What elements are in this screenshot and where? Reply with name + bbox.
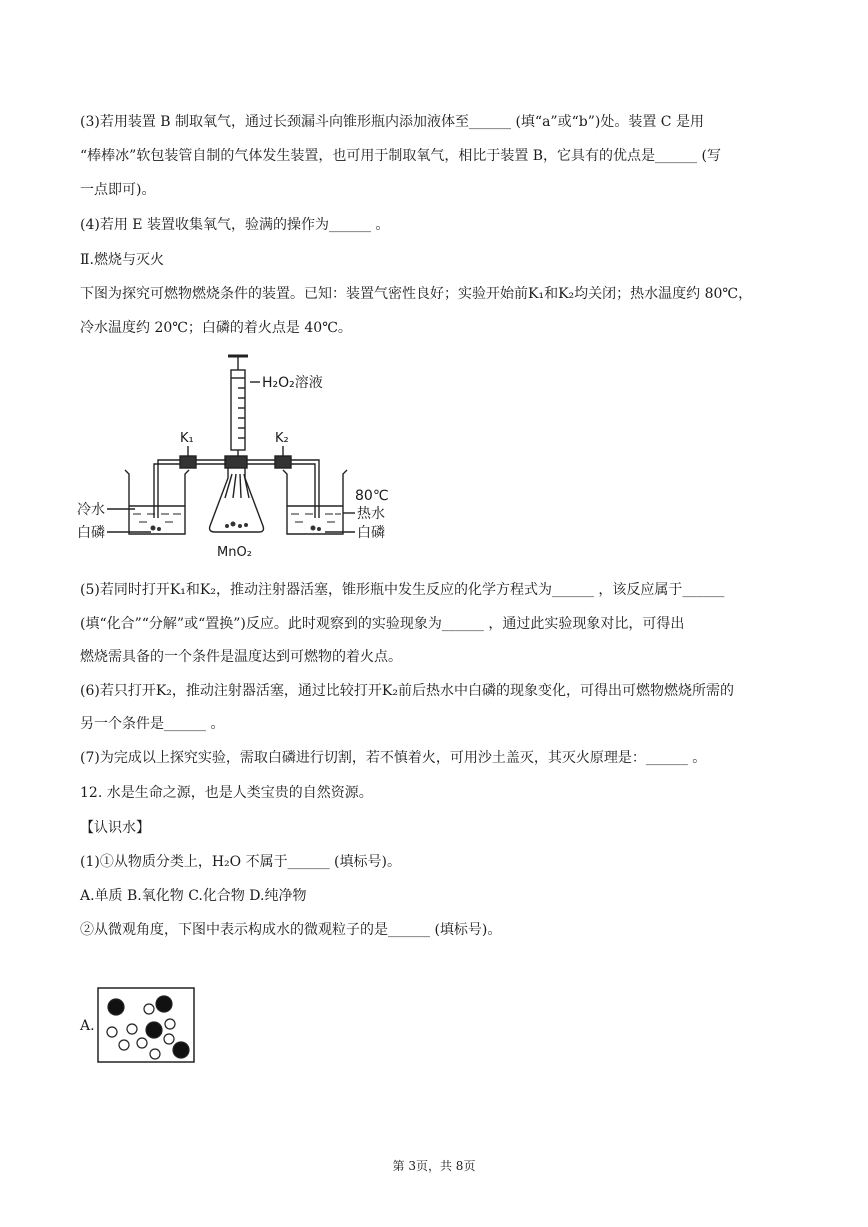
- q12-heading: 12. 水是生命之源，也是人类宝贵的自然资源。: [80, 785, 373, 801]
- cold-water-label: 冷水: [77, 502, 105, 518]
- q3-line-1: (3)若用装置 B 制取氧气，通过长颈漏斗向锥形瓶内添加液体至______ (填“a”或“b”)处。装置 C 是用: [80, 114, 704, 130]
- q7-text: (7)为完成以上探究实验，需取白磷进行切割，若不慎着火，可用沙土盖灭，其灭火原理是：______ 。: [80, 750, 707, 766]
- page-footer: 第 3页，共 8页: [392, 1159, 476, 1173]
- intro-line-1: 下图为探究可燃物燃烧条件的装置。已知：装置气密性良好；实验开始前K₁和K₂均关闭；热水温度约 80℃，: [80, 286, 753, 302]
- q1a-text: (1)①从物质分类上，H₂O 不属于______ (填标号)。: [80, 854, 401, 870]
- mno2-label: MnO₂: [217, 545, 252, 560]
- q5-line-2: (填“化合”“分解”或“置换”)反应。此时观察到的实验现象为______ ，通过此实验现象对比，可得出: [80, 616, 685, 632]
- temperature-label: 80℃: [355, 488, 389, 504]
- options-text: A.单质 B.氧化物 C.化合物 D.纯净物: [80, 888, 307, 904]
- q3-line-3: 一点即可)。: [80, 182, 156, 198]
- section-heading: Ⅱ.燃烧与灭火: [80, 252, 164, 268]
- q1b-text: ②从微观角度，下图中表示构成水的微观粒子的是______ (填标号)。: [80, 922, 502, 938]
- q5-line-3: 燃烧需具备的一个条件是温度达到可燃物的着火点。: [80, 649, 402, 665]
- k1-label: K₁: [180, 431, 194, 446]
- molecule-option-a-diagram: [97, 987, 197, 1065]
- q3-line-2: “棒棒冰”软包装管自制的气体发生装置，也可用于制取氧气，相比于装置 B，它具有的优点是______ (写: [80, 148, 721, 164]
- white-phosphorus-left-label: 白磷: [77, 525, 105, 541]
- white-phosphorus-right-label: 白磷: [357, 525, 385, 541]
- hot-water-label: 热水: [357, 506, 385, 522]
- q4-text: (4)若用 E 装置收集氧气，验满的操作为______ 。: [80, 217, 390, 233]
- option-a-label: A.: [80, 1018, 95, 1034]
- intro-line-2: 冷水温度约 20℃；白磷的着火点是 40℃。: [80, 320, 352, 336]
- h2o2-label: H₂O₂溶液: [262, 375, 323, 391]
- q5-line-1: (5)若同时打开K₁和K₂，推动注射器活塞，锥形瓶中发生反应的化学方程式为______ ，该反应属于______: [80, 582, 725, 598]
- q6-line-1: (6)若只打开K₂，推动注射器活塞，通过比较打开K₂前后热水中白磷的现象变化，可得出可燃物燃烧所需的: [80, 683, 734, 699]
- k2-label: K₂: [275, 431, 289, 446]
- q6-line-2: 另一个条件是______ 。: [80, 716, 225, 732]
- combustion-apparatus-diagram: [75, 348, 395, 563]
- know-water-heading: 【认识水】: [80, 820, 150, 836]
